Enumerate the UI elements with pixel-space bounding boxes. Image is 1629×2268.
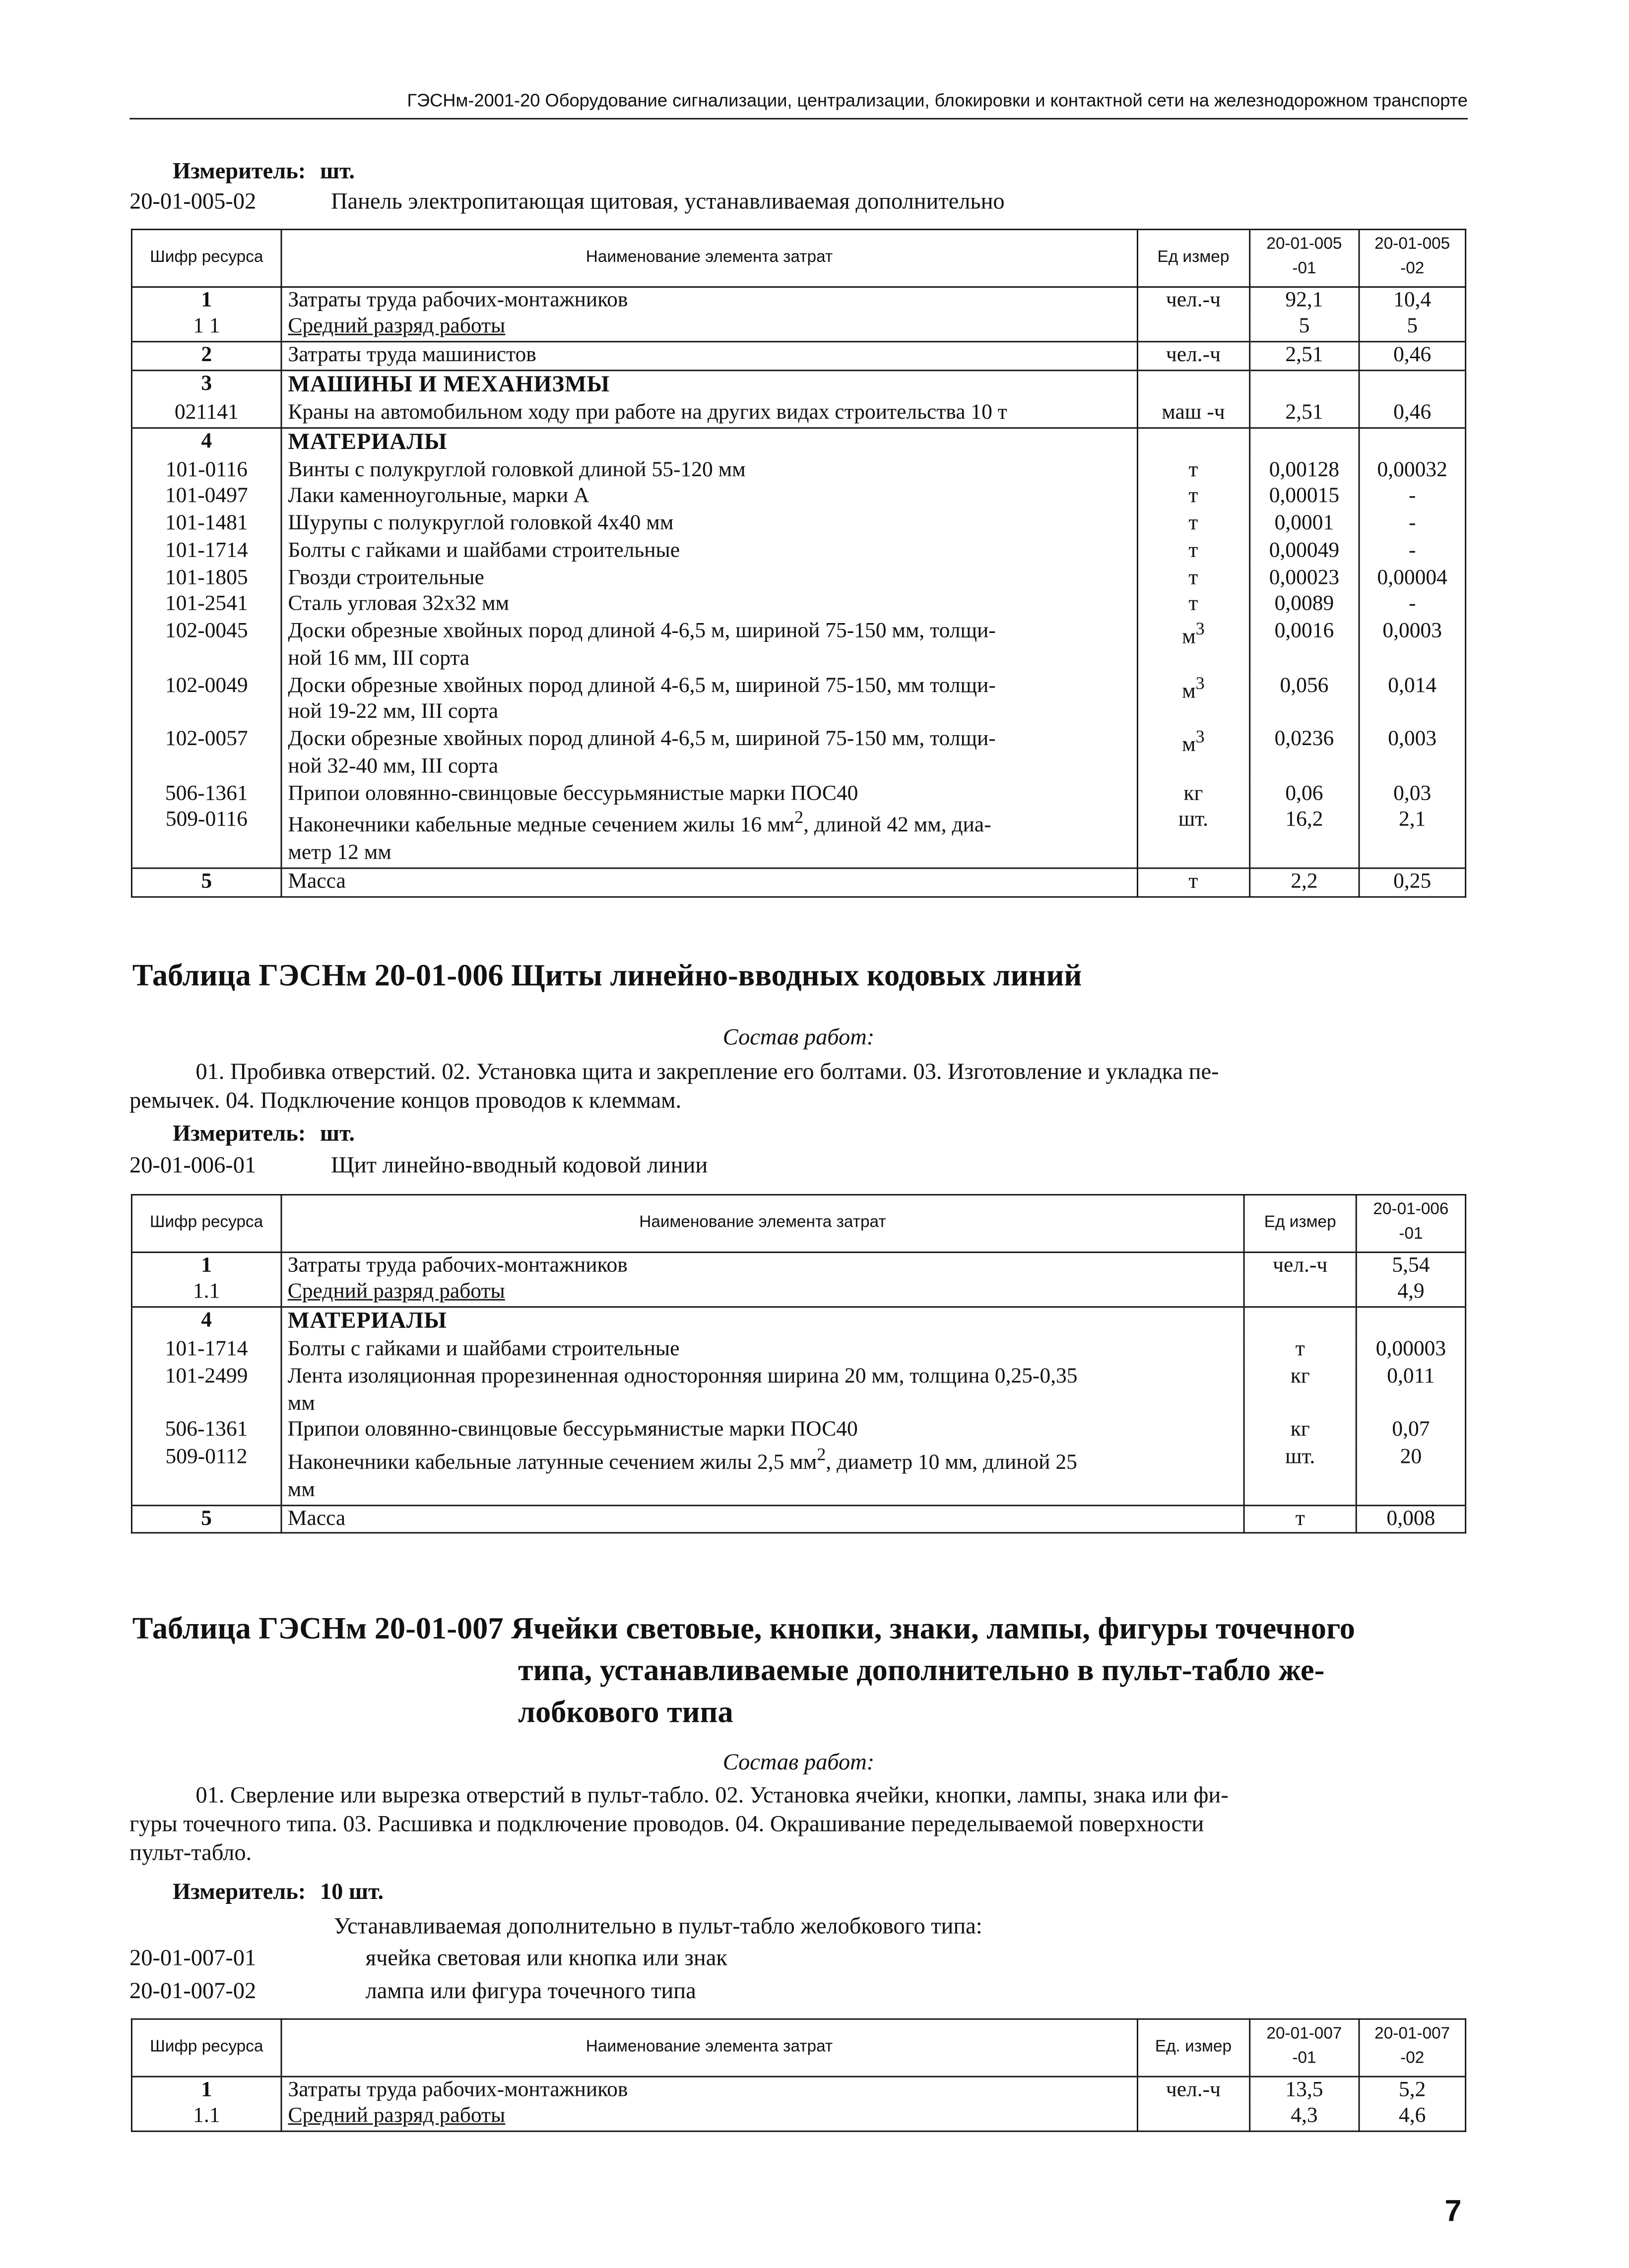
- table-row: 101-2499 Лента изоляционная прорезиненная односторонняя ширина 20 мм, толщина 0,25-0,35 мм кг 0,011: [131, 1363, 1465, 1417]
- table-row: 101-0116 Винты с полукруглой головкой длиной 55-120 мм т 0,00128 0,00032: [131, 457, 1465, 484]
- col-header-name: Наименование элемента затрат: [281, 230, 1137, 287]
- table-row: 1 Затраты труда рабочих-монтажников чел.-ч 5,54: [131, 1252, 1465, 1279]
- table-row: 1.1 Средний разряд работы 4,9: [131, 1279, 1465, 1307]
- measure-line: Измеритель: шт.: [173, 159, 355, 185]
- col-header-b: 20-01-005-02: [1359, 230, 1466, 287]
- col-header-code: Шифр ресурса: [131, 1195, 281, 1252]
- work-item: 20-01-005-02 Панель электропитающая щитовая, устанавливаемая дополнительно: [130, 189, 1005, 215]
- table-title-006: Таблица ГЭСНм 20-01-006 Щиты линейно-вводных кодовых линий: [132, 958, 1082, 993]
- table-row: 1 Затраты труда рабочих-монтажников чел.-ч 13,5 5,2: [131, 2076, 1465, 2104]
- table-row: 509-0116 Наконечники кабельные медные сечением жилы 16 $мм^2$, длиной 42 мм, диа- метр 12 мм шт. 16,2 2,1: [131, 808, 1465, 868]
- composition-label: Состав работ:: [722, 1025, 875, 1050]
- table-row: 102-0049 Доски обрезные хвойных пород длиной 4-6,5 м, шириной 75-150, мм толщи- ной 19-22 мм, III сорта $м^3$ 0,056 0,014: [131, 673, 1465, 727]
- table-row: 4 МАТЕРИАЛЫ: [131, 1307, 1465, 1336]
- table-row: 1.1 Средний разряд работы 4,3 4,6: [131, 2104, 1465, 2132]
- table-row: 101-0497 Лаки каменноугольные, марки А т 0,00015 -: [131, 484, 1465, 510]
- page-number: 7: [1444, 2195, 1462, 2229]
- table-row: 506-1361 Припои оловянно-свинцовые бессурьмянистые марки ПОС40 кг 0,07: [131, 1417, 1465, 1444]
- table-row: 5 Масса т 0,008: [131, 1505, 1465, 1533]
- table-row: 021141 Краны на автомобильном ходу при работе на других видах строительства 10 т маш -ч 2,51 0,46: [131, 399, 1465, 427]
- col-header-name: Наименование элемента затрат: [281, 2019, 1137, 2076]
- composition-text: 01. Пробивка отверстий. 02. Установка щита и закрепление его болтами. 03. Изготовление и укладка пе- ремычек. 04. Подключение концов проводов к клеммам.: [130, 1060, 1219, 1114]
- col-header-a: 20-01-006-01: [1356, 1195, 1465, 1252]
- table-row: 3 МАШИНЫ И МЕХАНИЗМЫ: [131, 370, 1465, 399]
- table-row: 101-1714 Болты с гайками и шайбами строительные т 0,00049 -: [131, 538, 1465, 565]
- cost-table-007: [131, 2018, 1466, 2132]
- cost-table-005: [131, 229, 1466, 897]
- table-row: 2 Затраты труда машинистов чел.-ч 2,51 0,46: [131, 342, 1465, 370]
- table-row: 506-1361 Припои оловянно-свинцовые бессурьмянистые марки ПОС40 кг 0,06 0,03: [131, 780, 1465, 807]
- table-row: 102-0057 Доски обрезные хвойных пород длиной 4-6,5 м, шириной 75-150 мм, толщи- ной 32-40 мм, III сорта $м^3$ 0,0236 0,003: [131, 727, 1465, 781]
- col-header-a: 20-01-007-01: [1249, 2019, 1359, 2076]
- composition-label: Состав работ:: [722, 1751, 875, 1775]
- col-header-unit: Ед измер: [1244, 1195, 1356, 1252]
- table-title-007: Таблица ГЭСНм 20-01-007 Ячейки световые, кнопки, знаки, лампы, фигуры точечного типа, устанавливаемые дополнительно в пульт-табло же- лобкового типа: [132, 1611, 1355, 1729]
- col-header-name: Наименование элемента затрат: [281, 1195, 1244, 1252]
- table-row: 4 МАТЕРИАЛЫ: [131, 427, 1465, 456]
- measure-line: Измеритель: 10 шт.: [173, 1880, 384, 1905]
- item-intro: Устанавливаемая дополнительно в пульт-табло желобкового типа:: [333, 1914, 982, 1940]
- work-item: 20-01-007-02 лампа или фигура точечного типа: [130, 1979, 696, 2004]
- table-row: 101-1805 Гвозди строительные т 0,00023 0,00004: [131, 565, 1465, 591]
- work-item: 20-01-007-01 ячейка световая или кнопка или знак: [130, 1946, 727, 1971]
- table-row: 101-1714 Болты с гайками и шайбами строительные т 0,00003: [131, 1336, 1465, 1363]
- col-header-b: 20-01-007-02: [1359, 2019, 1466, 2076]
- col-header-code: Шифр ресурса: [131, 230, 281, 287]
- table-row: 5 Масса т 2,2 0,25: [131, 868, 1465, 896]
- measure-line: Измеритель: шт.: [173, 1122, 355, 1147]
- composition-text: 01. Сверление или вырезка отверстий в пульт-табло. 02. Установка ячейки, кнопки, лампы, знака или фи- гуры точечного типа. 03. Расшивка и подключение проводов. 04. Окрашивание переделываемой поверхности пульт-табло.: [130, 1784, 1229, 1866]
- cost-table-006: [131, 1194, 1466, 1534]
- table-row: 1 Затраты труда рабочих-монтажников чел.-ч 92,1 10,4: [131, 286, 1465, 314]
- table-row: 101-2541 Сталь угловая 32x32 мм т 0,0089 -: [131, 592, 1465, 619]
- table-row: 101-1481 Шурупы с полукруглой головкой 4x40 мм т 0,0001 -: [131, 511, 1465, 538]
- col-header-unit: Ед. измер: [1137, 2019, 1249, 2076]
- col-header-unit: Ед измер: [1137, 230, 1249, 287]
- work-item: 20-01-006-01 Щит линейно-вводный кодовой линии: [130, 1153, 708, 1179]
- table-row: 102-0045 Доски обрезные хвойных пород длиной 4-6,5 м, шириной 75-150 мм, толщи- ной 16 мм, III сорта $м^3$ 0,0016 0,0003: [131, 619, 1465, 673]
- col-header-code: Шифр ресурса: [131, 2019, 281, 2076]
- running-header: ГЭСНм-2001-20 Оборудование сигнализации, централизации, блокировки и контактной сети на железнодорожном транспорте: [130, 91, 1468, 119]
- col-header-a: 20-01-005-01: [1249, 230, 1359, 287]
- table-row: 1 1 Средний разряд работы 5 5: [131, 314, 1465, 342]
- table-row: 509-0112 Наконечники кабельные латунные сечением жилы 2,5 $мм^2$, диаметр 10 мм, длиной 25 мм шт. 20: [131, 1445, 1465, 1505]
